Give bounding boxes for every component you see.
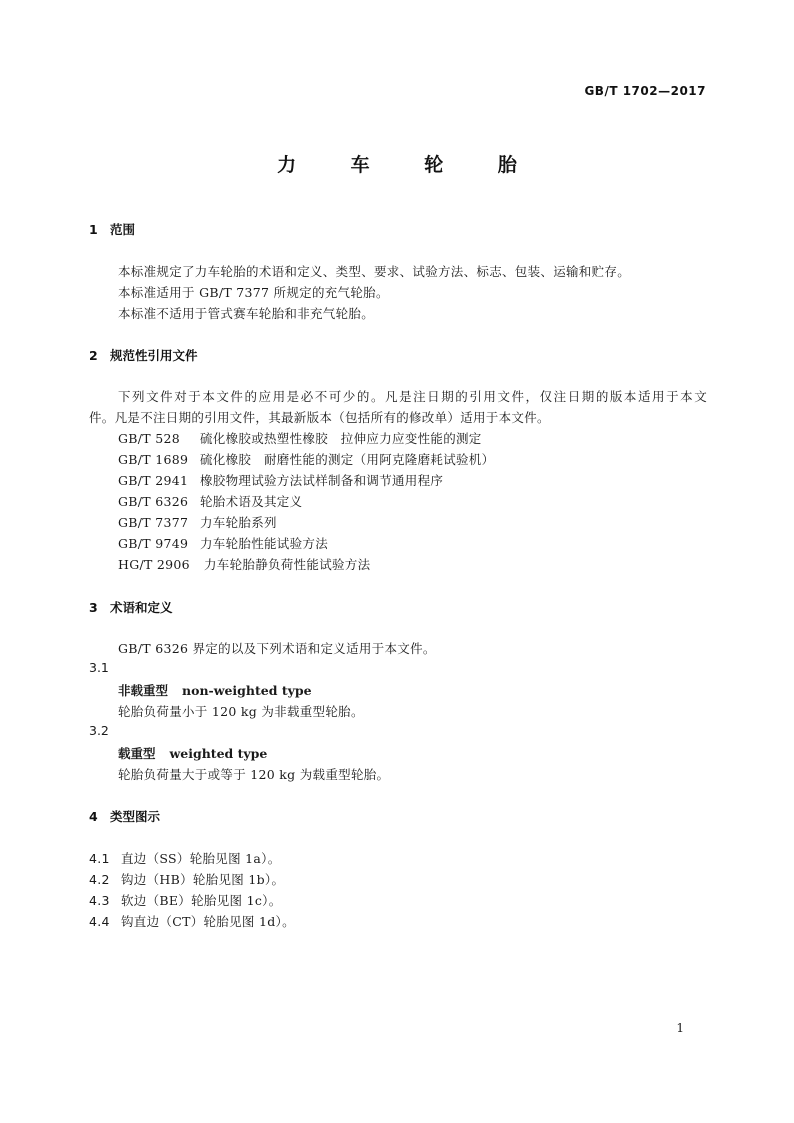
reference-item <box>118 471 443 489</box>
reference-code: GB/T 528 <box>118 431 180 446</box>
reference-title: 力车轮胎静负荷性能试验方法 <box>204 557 371 572</box>
reference-item <box>118 513 277 531</box>
section-title: 术语和定义 <box>110 600 173 615</box>
reference-title: 橡胶物理试验方法试样制备和调节通用程序 <box>200 473 444 488</box>
term-heading <box>118 681 312 699</box>
figure-item <box>89 912 295 930</box>
reference-code: GB/T 9749 <box>118 536 189 551</box>
section-4-heading <box>89 807 160 825</box>
term-en: non-weighted type <box>182 683 312 698</box>
item-number: 4.1 <box>89 851 110 866</box>
term-zh: 载重型 <box>118 746 156 761</box>
page-title: 力 车 轮 胎 <box>277 154 541 176</box>
paragraph: 本标准不适用于管式赛车轮胎和非充气轮胎。 <box>118 306 375 321</box>
section-1-heading <box>89 220 135 238</box>
paragraph: GB/T 6326 界定的以及下列术语和定义适用于本文件。 <box>118 641 436 656</box>
section-title: 范围 <box>110 222 136 237</box>
item-number: 4.4 <box>89 914 110 929</box>
item-text: 直边（SS）轮胎见图 1a）。 <box>121 851 281 866</box>
reference-code: GB/T 6326 <box>118 494 189 509</box>
term-number: 3.2 <box>89 723 109 738</box>
paragraph: 下列文件对于本文件的应用是必不可少的。凡是注日期的引用文件，仅注日期的版本适用于本文 <box>118 389 707 404</box>
term-definition: 轮胎负荷量大于或等于 120 kg 为载重型轮胎。 <box>118 767 390 782</box>
standard-number: GB/T 1702—2017 <box>584 84 706 98</box>
item-text: 软边（BE）轮胎见图 1c）。 <box>121 893 282 908</box>
figure-item <box>89 849 281 867</box>
section-number: 2 <box>89 348 98 363</box>
term-en: weighted type <box>169 746 268 761</box>
term-definition: 轮胎负荷量小于 120 kg 为非载重型轮胎。 <box>118 704 364 719</box>
reference-item <box>118 555 370 573</box>
reference-title: 硫化橡胶 耐磨性能的测定（用阿克隆磨耗试验机） <box>200 452 495 467</box>
reference-title: 力车轮胎系列 <box>200 515 277 530</box>
reference-title: 轮胎术语及其定义 <box>200 494 303 509</box>
term-heading <box>118 744 267 762</box>
page-number: 1 <box>676 1021 684 1035</box>
section-2-heading <box>89 346 198 364</box>
paragraph-continuation: 件。凡是不注日期的引用文件，其最新版本（包括所有的修改单）适用于本文件。 <box>89 410 550 425</box>
reference-title: 硫化橡胶或热塑性橡胶 拉伸应力应变性能的测定 <box>200 431 482 446</box>
reference-item <box>118 450 494 468</box>
term-number: 3.1 <box>89 660 109 675</box>
reference-code: GB/T 7377 <box>118 515 189 530</box>
item-text: 钩直边（CT）轮胎见图 1d）。 <box>121 914 295 929</box>
reference-title: 力车轮胎性能试验方法 <box>200 536 329 551</box>
section-number: 1 <box>89 222 98 237</box>
item-number: 4.2 <box>89 872 110 887</box>
section-number: 3 <box>89 600 98 615</box>
reference-item <box>118 534 328 552</box>
figure-item <box>89 870 284 888</box>
reference-code: GB/T 1689 <box>118 452 189 467</box>
reference-item <box>118 492 302 510</box>
item-number: 4.3 <box>89 893 110 908</box>
paragraph: 本标准适用于 GB/T 7377 所规定的充气轮胎。 <box>118 285 389 300</box>
section-title: 类型图示 <box>110 809 161 824</box>
item-text: 钩边（HB）轮胎见图 1b）。 <box>121 872 285 887</box>
reference-item <box>118 429 482 447</box>
figure-item <box>89 891 282 909</box>
paragraph: 本标准规定了力车轮胎的术语和定义、类型、要求、试验方法、标志、包装、运输和贮存。 <box>118 264 631 279</box>
term-zh: 非载重型 <box>118 683 169 698</box>
reference-code: HG/T 2906 <box>118 557 190 572</box>
section-title: 规范性引用文件 <box>110 348 198 363</box>
section-3-heading <box>89 598 173 616</box>
section-number: 4 <box>89 809 98 824</box>
reference-code: GB/T 2941 <box>118 473 189 488</box>
